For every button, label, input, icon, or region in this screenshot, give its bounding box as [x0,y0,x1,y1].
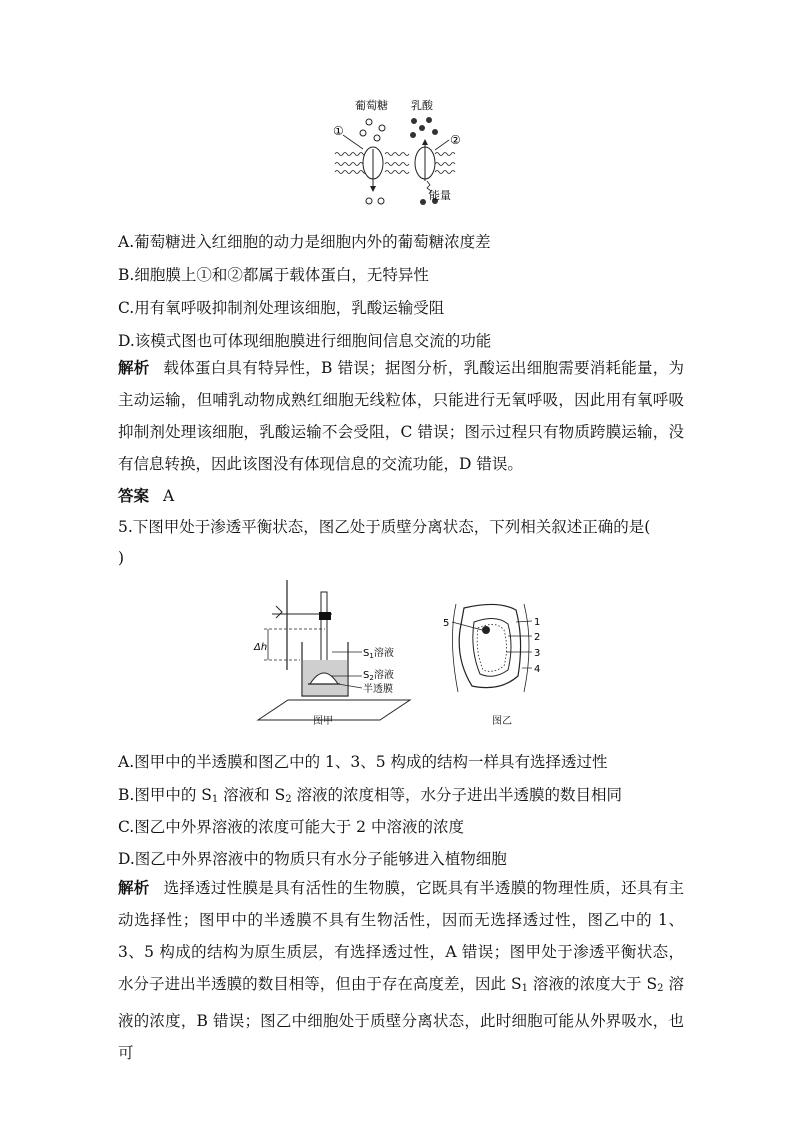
q4-analysis-text: 载体蛋白具有特异性，B 错误；据图分析，乳酸运出细胞需要消耗能量，为主动运输，但哺乳动物成熟红细胞无线粒体，只能进行无氧呼吸，因此用有氧呼吸抑制剂处理该细胞，乳酸运输不会受阻，C 错误；图示过程只有物质跨膜运输，没有信息转换，因此该图没有体现信息的交流功能，D 错误。 [118,359,684,473]
cell-label-4: 4 [534,664,541,675]
q5-option-b: B.图甲中的 $S_1$ 溶液和 $S_2$ 溶液的浓度相等，水分子进出半透膜的数目相同 [118,786,623,805]
label-2: ② [450,133,461,147]
analysis-label-2: 解析 [118,879,150,897]
answer-label: 答案 [118,487,150,505]
q5-stem-line2: ) [118,549,125,567]
osmosis-apparatus-figure [250,572,420,724]
label-1: ① [333,124,344,138]
q4-answer [118,484,174,506]
q5-option-c: C.图乙中外界溶液的浓度可能大于 2 中溶液的浓度 [118,818,464,836]
cell-label-3: 3 [534,648,541,659]
membrane-transport-figure [325,95,475,215]
cell-label-1: 1 [534,617,541,628]
q5-analysis: 解析 选择透过性膜是具有活性的生物膜，它既具有半透膜的物理性质，还具有主动选择性；图甲中的半透膜不具有生物活性，因而无选择透过性，图乙中的 1、3、5 构成的结构为原生质层，有选择透过性，A 错误；图甲处于渗透平衡状态，水分子进出半透膜的数目相等，但由于存在高度差，因此 $S_1$ 溶液的浓度大于 $S_2$ 溶液的浓度，B 错误；图乙中细胞处于质壁分离状态，此时细胞可能从外界吸水，也可 [118,879,684,1062]
s1-solution-label: $S_1$溶液 [363,648,394,660]
q5-option-d: D.图乙中外界溶液中的物质只有水分子能够进入植物细胞 [118,850,507,868]
q5-option-a: A.图甲中的半透膜和图乙中的 1、3、5 构成的结构一样具有选择透过性 [118,753,608,771]
analysis-label: 解析 [118,359,150,377]
glucose-label: 葡萄糖 [355,99,388,112]
q5-stem-line1: 5.下图甲处于渗透平衡状态，图乙处于质壁分离状态，下列相关叙述正确的是( [118,518,651,536]
cell-label-2: 2 [534,632,541,643]
energy-label: 能量 [429,189,451,202]
q4-option-a: A.葡萄糖进入红细胞的动力是细胞内外的葡萄糖浓度差 [118,233,491,251]
q4-analysis [118,352,684,480]
q4-option-b: B.细胞膜上①和②都属于载体蛋白，无特异性 [118,266,429,284]
answer-value: A [163,487,175,505]
semipermeable-membrane-label: 半透膜 [363,684,393,695]
cell-label-5: 5 [443,618,450,629]
figure-jia-caption: 图甲 [313,716,333,727]
lactic-acid-label: 乳酸 [411,99,433,112]
s2-solution-label: $S_2$溶液 [363,670,394,682]
q4-option-c: C.用有氧呼吸抑制剂处理该细胞，乳酸运输受阻 [118,299,445,317]
plasmolysis-cell-figure [438,600,548,702]
figure-yi-caption: 图乙 [492,716,512,727]
delta-h-label: Δh [254,642,268,653]
q4-option-d: D.该模式图也可体现细胞膜进行细胞间信息交流的功能 [118,332,492,350]
